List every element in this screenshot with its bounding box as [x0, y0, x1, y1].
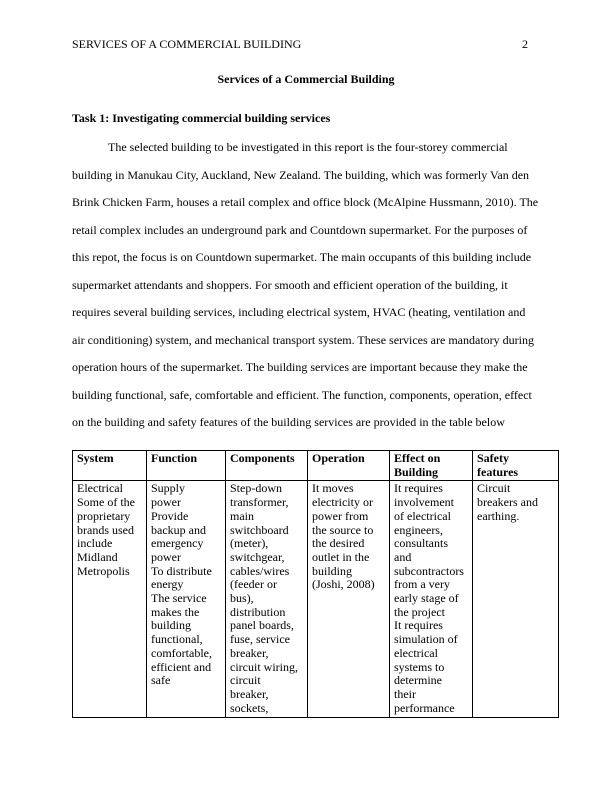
cell-operation — [308, 481, 390, 718]
cell-text: subcontractors — [394, 563, 464, 578]
cell-text: (meter), — [230, 536, 269, 551]
cell-text: emergency — [151, 536, 204, 551]
cell-text: power from — [312, 508, 369, 523]
paragraph-line: retail complex includes an underground park and Countdown supermarket. For the purposes of — [72, 222, 528, 237]
cell-text: Midland — [77, 549, 118, 564]
cell-text: include — [77, 536, 113, 551]
cell-text: the source to — [312, 522, 374, 537]
header-text: Safety — [477, 451, 509, 465]
cell-text: breaker, — [230, 686, 269, 701]
paragraph-line: this repot, the focus is on Countdown supermarket. The main occupants of this building include — [72, 250, 532, 264]
cell-text: engineers, — [394, 522, 443, 537]
cell-text: building — [312, 563, 353, 578]
cell-text: proprietary — [77, 508, 131, 523]
running-head: SERVICES OF A COMMERCIAL BUILDING — [72, 37, 302, 51]
col-header-function — [147, 451, 226, 481]
paragraph-line: The selected building to be investigated in this report is the four-storey commercial — [108, 140, 508, 154]
cell-text: the project — [394, 604, 445, 619]
paragraph-line: on the building and safety features of the building services are provided in the table below — [72, 415, 505, 429]
cell-text: Metropolis — [77, 563, 130, 578]
cell-text: sockets, — [230, 700, 269, 715]
cell-text: systems to — [394, 659, 445, 674]
cell-text: early stage of — [394, 591, 459, 606]
cell-text: distribution — [230, 604, 286, 619]
table-header-row — [73, 451, 559, 481]
paragraph-line: building functional, safe, comfortable and efficient. The function, components, operation, effect — [72, 387, 532, 402]
cell-text: circuit wiring, — [230, 659, 298, 674]
cell-text: It requires — [394, 618, 443, 633]
cell-text: electricity or — [312, 495, 373, 510]
paragraph-line: air conditioning) system, and mechanical transport system. These services are mandatory during — [72, 332, 534, 347]
cell-text: earthing. — [477, 508, 520, 523]
cell-function — [147, 481, 226, 718]
col-header-components — [226, 451, 308, 481]
cell-text: panel boards, — [230, 618, 294, 633]
cell-text: from a very — [394, 577, 450, 592]
paragraph-line: Brink Chicken Farm, houses a retail complex and office block (McAlpine Hussmann, 2010). The — [72, 195, 539, 209]
cell-text: switchgear, — [230, 549, 285, 564]
cell-text: safe — [151, 673, 171, 688]
paragraph-line: operation hours of the supermarket. The building services are important because they make the — [72, 360, 528, 374]
cell-text: outlet in the — [312, 549, 370, 564]
paragraph-line: requires several building services, including electrical system, HVAC (heating, ventilation and — [72, 305, 526, 319]
cell-text: simulation of — [394, 632, 458, 647]
body-paragraph — [72, 134, 544, 437]
cell-text: electrical — [394, 645, 438, 660]
document-title: Services of a Commercial Building — [217, 72, 395, 86]
cell-text: power — [151, 549, 181, 564]
col-header-operation — [308, 451, 390, 481]
cell-text: breaker, — [230, 645, 269, 660]
cell-text: Circuit — [477, 481, 511, 496]
cell-text: backup and — [151, 522, 206, 537]
header-text: Operation — [312, 451, 365, 465]
cell-components — [226, 481, 308, 718]
cell-text: It moves — [312, 481, 354, 496]
header-text: Function — [151, 451, 198, 465]
cell-safety — [473, 481, 559, 718]
cell-text: It requires — [394, 481, 443, 496]
cell-text: brands used — [77, 522, 134, 537]
page-header — [72, 36, 540, 52]
header-text: System — [77, 451, 114, 465]
cell-text: The service — [151, 591, 207, 606]
building-services-table — [72, 450, 559, 718]
header-text: Components — [230, 451, 295, 465]
cell-text: (Joshi, 2008) — [312, 577, 375, 592]
cell-text: comfortable, — [151, 645, 212, 660]
header-text: Effect on — [394, 451, 441, 465]
table-row — [73, 481, 559, 718]
cell-text: building — [151, 618, 192, 633]
cell-text: bus), — [230, 591, 254, 606]
cell-text: their — [394, 686, 416, 701]
cell-text: circuit — [230, 673, 261, 688]
cell-text: Step-down — [230, 481, 282, 496]
cell-effect — [390, 481, 473, 718]
cell-text: To distribute — [151, 563, 212, 578]
cell-text: and — [394, 549, 412, 564]
col-header-system — [73, 451, 147, 481]
cell-system — [73, 481, 147, 718]
cell-text: cables/wires — [230, 563, 290, 578]
task-heading: Task 1: Investigating commercial building services — [72, 111, 331, 125]
cell-text: energy — [151, 577, 184, 592]
cell-text: fuse, service — [230, 632, 290, 647]
cell-text: efficient and — [151, 659, 212, 674]
cell-text: consultants — [394, 536, 448, 551]
cell-text: the desired — [312, 536, 365, 551]
cell-text: Supply — [151, 481, 186, 496]
cell-text: makes the — [151, 604, 200, 619]
cell-text: determine — [394, 673, 442, 688]
header-text: features — [477, 464, 519, 479]
cell-text: (feeder or — [230, 577, 277, 592]
paragraph-line: supermarket attendants and shoppers. For smooth and efficient operation of the building, it — [72, 277, 508, 292]
cell-text: Electrical — [77, 481, 123, 496]
cell-text: main — [230, 508, 254, 523]
cell-text: functional, — [151, 632, 203, 647]
cell-text: involvement — [394, 495, 454, 510]
cell-text: transformer, — [230, 495, 289, 510]
cell-text: power — [151, 495, 181, 510]
col-header-safety — [473, 451, 559, 481]
cell-text: breakers and — [477, 495, 538, 510]
page-number: 2 — [522, 37, 528, 51]
paragraph-line: building in Manukau City, Auckland, New Zealand. The building, which was formerly Van den — [72, 167, 530, 182]
cell-text: performance — [394, 700, 455, 715]
header-text: Building — [394, 464, 439, 479]
cell-text: of electrical — [394, 508, 451, 523]
cell-text: Some of the — [77, 495, 135, 510]
cell-text: switchboard — [230, 522, 289, 537]
cell-text: Provide — [151, 508, 189, 523]
col-header-effect — [390, 451, 473, 481]
